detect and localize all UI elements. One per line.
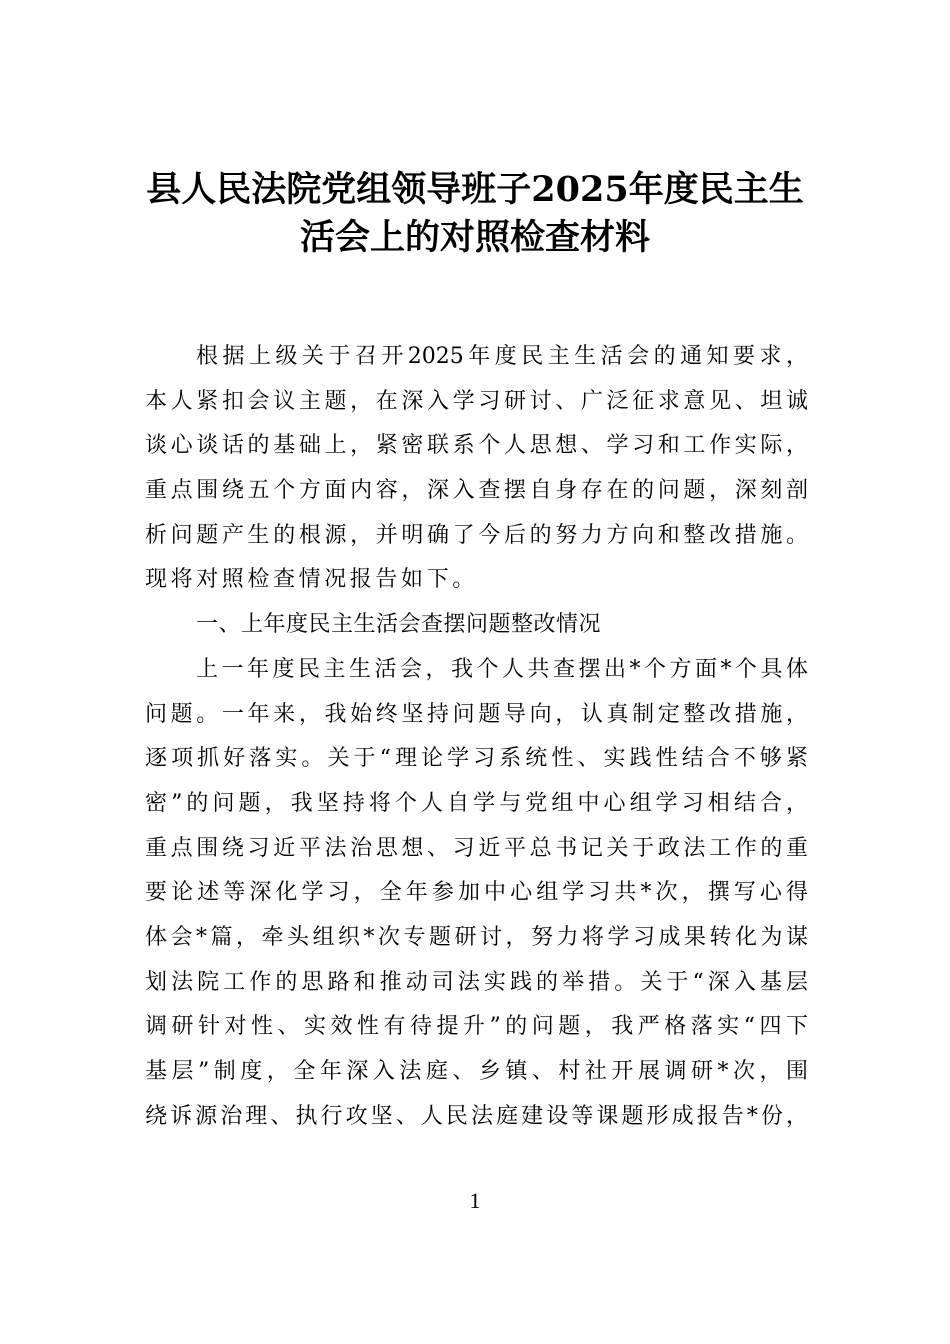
- text-line: 基层”制度，全年深入法庭、乡镇、村社开展调研*次，围: [145, 1059, 808, 1084]
- text-line: 上一年度民主生活会，我个人共查摆出*个方面*个具体: [196, 657, 808, 682]
- text-line: 本人紧扣会议主题，在深入学习研讨、广泛征求意见、坦诚: [145, 389, 808, 414]
- document-title-line-2: 活会上的对照检查材料: [299, 217, 650, 258]
- text-line: 根据上级关于召开2025年度民主生活会的通知要求，: [196, 344, 808, 369]
- text-line: 调研针对性、实效性有待提升”的问题，我严格落实“四下: [145, 1014, 808, 1039]
- section-heading: 一、上年度民主生活会查摆问题整改情况: [196, 612, 602, 637]
- text-line: 谈心谈话的基础上，紧密联系个人思想、学习和工作实际，: [145, 433, 808, 458]
- page-number: 1: [469, 1188, 481, 1213]
- text-line: 逐项抓好落实。关于“理论学习系统性、实践性结合不够紧: [145, 746, 808, 771]
- text-line: 要论述等深化学习，全年参加中心组学习共*次，撰写心得: [145, 880, 808, 905]
- text-line: 重点围绕五个方面内容，深入查摆自身存在的问题，深刻剖: [145, 478, 808, 503]
- document-title-line-1: 县人民法院党组领导班子2025年度民主生: [146, 169, 804, 210]
- text-line: 划法院工作的思路和推动司法实践的举措。关于“深入基层: [145, 970, 808, 995]
- text-line: 绕诉源治理、执行攻坚、人民法庭建设等课题形成报告*份，: [145, 1104, 808, 1129]
- text-line: 析问题产生的根源，并明确了今后的努力方向和整改措施。: [145, 523, 808, 548]
- text-line: 问题。一年来，我始终坚持问题导向，认真制定整改措施，: [145, 702, 808, 727]
- text-line: 重点围绕习近平法治思想、习近平总书记关于政法工作的重: [145, 836, 808, 861]
- text-line: 现将对照检查情况报告如下。: [145, 567, 478, 592]
- text-line: 密”的问题，我坚持将个人自学与党组中心组学习相结合，: [145, 791, 808, 816]
- text-line: 体会*篇，牵头组织*次专题研讨，努力将学习成果转化为谋: [145, 925, 808, 950]
